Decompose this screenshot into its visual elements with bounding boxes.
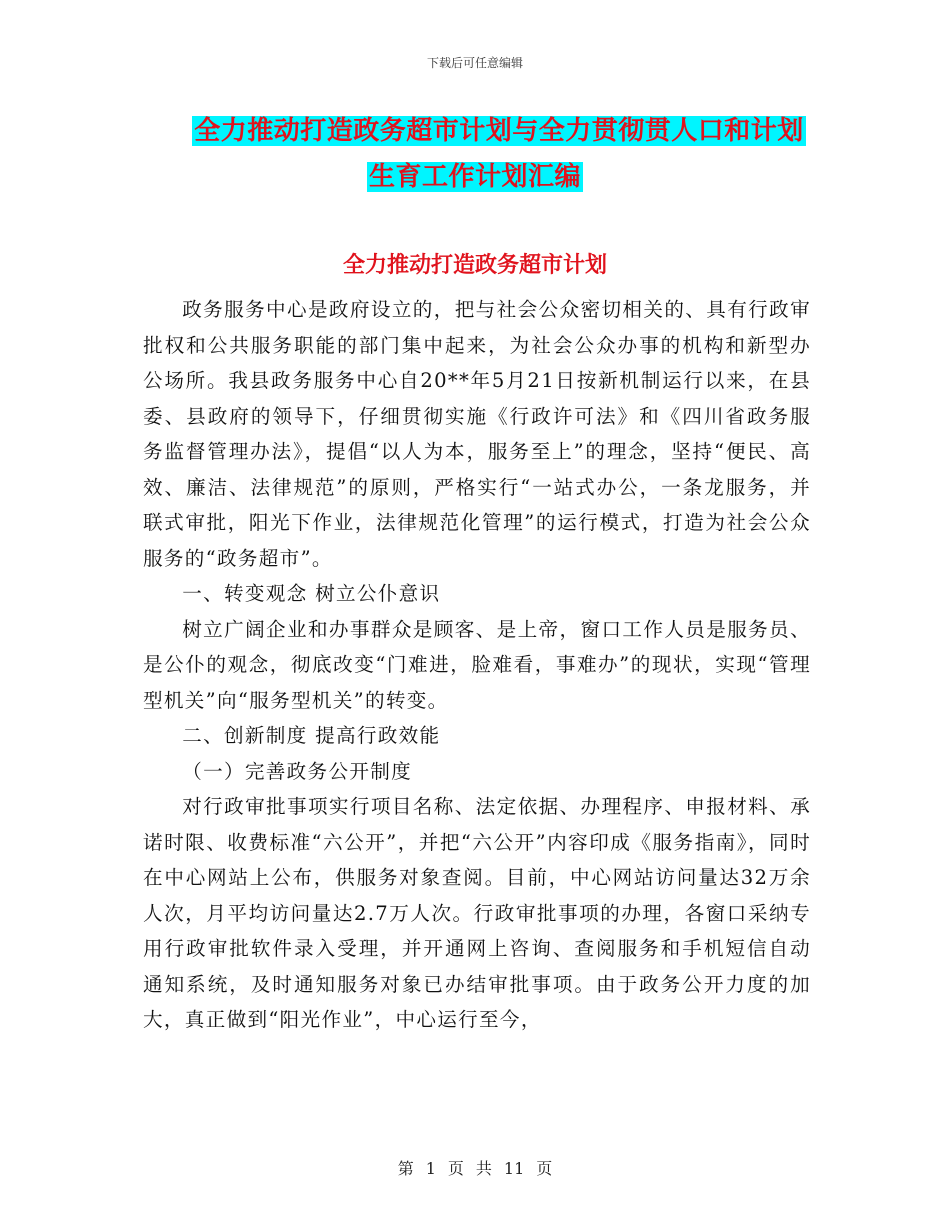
footer-total-prefix: 共 [475,1159,492,1178]
paragraph-intro: 政务服务中心是政府设立的，把与社会公众密切相关的、具有行政审批权和公共服务职能的部门集中起来，为社会公众办事的机构和新型办公场所。我县政务服务中心自20**年5月21日按新机制运行以来，在县委、县政府的领导下，仔细贯彻实施《行政许可法》和《四川省政务服务监督管理办法》，提倡“以人为本，服务至上”的理念，坚持“便民、高效、廉洁、法律规范”的原则，严格实行“一站式办公，一条龙服务，并联式审批，阳光下作业，法律规范化管理”的运行模式，打造为社会公众服务的“政务超市”。 [143,298,811,570]
page-header: 下载后可任意编辑 [426,56,523,70]
paragraph-1: 树立广阔企业和办事群众是顾客、是上帝，窗口工作人员是服务员、是公仆的观念，彻底改变“门难进，脸难看，事难办”的现状，实现“管理型机关”向“服务型机关”的转变。 [143,617,811,712]
current-page-number: 1 [425,1159,436,1178]
section-title: 全力推动打造政务超市计划 [342,252,607,278]
total-page-count: 11 [503,1159,525,1178]
heading-1: 一、转变观念 树立公仆意识 [182,582,441,605]
document-body [143,292,811,1038]
document-title-line-1 [24,110,950,147]
title-highlight-2: 生育工作计划汇编 [368,162,581,192]
heading-2: 二、创新制度 提高行政效能 [182,724,441,747]
subheading-2-1: （一）完善政务公开制度 [182,759,413,783]
title-highlight-1: 全力推动打造政务超市计划与全力贯彻贯人口和计划 [194,116,804,146]
page-footer [0,1156,950,1179]
footer-total-unit: 页 [536,1159,553,1178]
paragraph-2-1: 对行政审批事项实行项目名称、法定依据、办理程序、申报材料、承诺时限、收费标准“六公开”，并把“六公开”内容印成《服务指南》，同时在中心网站上公布，供服务对象查阅。目前，中心网站访问量达32万余人次，月平均访问量达2.7万人次。行政审批事项的办理，各窗口采纳专用行政审批软件录入受理，并开通网上咨询、查阅服务和手机短信自动通知系统，及时通知服务对象已办结审批事项。由于政务公开力度的加大，真正做到“阳光作业”，中心运行至今， [143,795,811,1031]
document-title-line-2 [0,156,950,193]
footer-page-unit: 页 [447,1159,464,1178]
footer-prefix: 第 [397,1159,414,1178]
